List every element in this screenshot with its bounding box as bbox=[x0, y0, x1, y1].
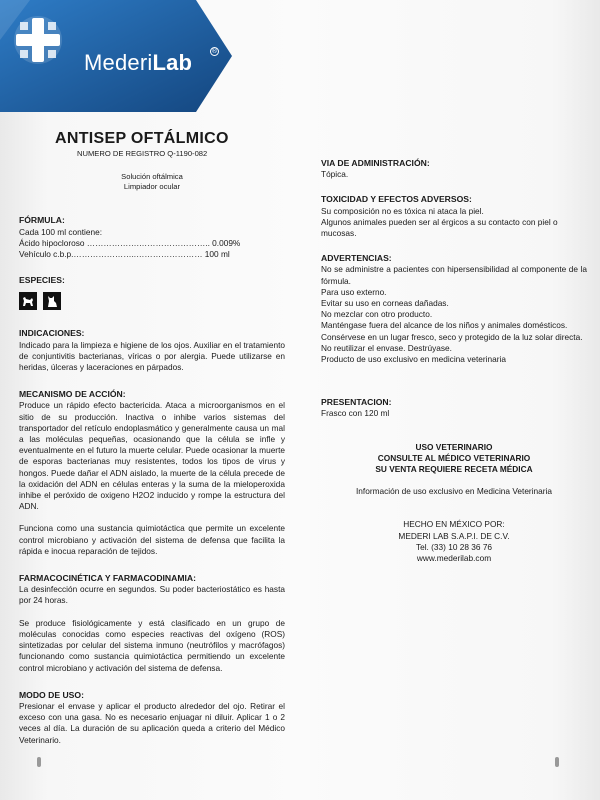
dog-icon bbox=[19, 292, 37, 310]
warnings-section: ADVERTENCIAS: No se administre a pacientes con hipersensibilidad al componente de la fórmula. Para uso externo. Evitar su uso en corneas dañadas. No mezclar con otro producto. Manténgase fuera del alcance de los niños y animales domésticos. Consérvese en un lugar fresco, seco y protegido de la luz solar directa. No reutilizar el envase. Destrúyase. Producto de uso exclusivo en medicina veterinaria bbox=[321, 253, 587, 365]
product-title: ANTISEP OFTÁLMICO bbox=[55, 130, 229, 147]
mechanism-section: MECANISMO DE ACCIÓN: Produce un rápido efecto bactericida. Ataca a microorganismos en el sitio de su producción. Inactiva o inhibe varios sistemas del transportador del retículo endoplasmático y generalmente causa un mal a las moléculas pequeñas, ocasionando que la célula se infle y eventualmente en el futuro la muerte celular. Puede ocasionar la muerte de esporas bacterianas muy resistentes, todos los tipos de virus y hongos. Puede dañar el ADN aislado, la muerte de la célula precede de la oxidación del ADN en células enteras y la suma de la mieloperoxida inhibe el peróxido de oxigeno H2O2 inducido y rompe la estructura del ADN. Funciona como una sustancia quimiotáctica que permite un excelente control microbiano y activación del sistema de defensa que facilita la rápida e inocua reparación de tejidos. bbox=[19, 389, 285, 556]
left-column bbox=[19, 130, 285, 746]
toxicity-section: TOXICIDAD Y EFECTOS ADVERSOS: Su composición no es tóxica ni ataca la piel. Algunos animales pueden ser al érgicos a su contacto con piel o mucosas. bbox=[321, 194, 558, 239]
registered-mark: ® bbox=[211, 48, 218, 55]
decorative-dot bbox=[37, 757, 41, 767]
warning-item: Consérvese en un lugar fresco, seco y protegido de la luz solar directa. bbox=[321, 331, 583, 342]
warning-item: Producto de uso exclusivo en medicina veterinaria bbox=[321, 354, 506, 365]
cat-icon bbox=[43, 292, 61, 310]
warning-item: Evitar su uso en corneas dañadas. bbox=[321, 298, 449, 309]
formula-heading: FÓRMULA: bbox=[19, 215, 65, 226]
usage-section: MODO DE USO: Presionar el envase y aplicar el producto alrededor del ojo. Retirar el exceso con una gasa. No es necesario enjuagar ni diluir. Aplicar 1 o 2 veces al día. La duración de su aplicación queda a criterio del Médico Veterinario. bbox=[19, 689, 285, 745]
brand-name: MederiLab bbox=[84, 50, 193, 75]
warning-item: No reutilizar el envase. Destrúyase. bbox=[321, 342, 452, 353]
warning-item: Para uso externo. bbox=[321, 286, 387, 297]
formula-row: Vehículo c.b.p.…………………..…………………… 100 ml bbox=[19, 249, 230, 260]
decorative-dot bbox=[555, 757, 559, 767]
right-column bbox=[321, 130, 587, 564]
formula-row: Ácido hipocloroso ……………….…………………….. 0.009% bbox=[19, 237, 241, 248]
administration-section: VIA DE ADMINISTRACIÓN: Tópica. bbox=[321, 158, 430, 180]
veterinary-notice: USO VETERINARIO CONSULTE AL MÉDICO VETERINARIO SU VENTA REQUIERE RECETA MÉDICA Información de uso exclusivo en Medicina Veterinaria bbox=[355, 441, 552, 497]
warning-item: Manténgase fuera del alcance de los niños y animales domésticos. bbox=[321, 320, 568, 331]
species-heading: ESPECIES: bbox=[19, 275, 65, 286]
warning-item: No se administre a pacientes con hipersensibilidad al componente de la fórmula. bbox=[321, 264, 587, 286]
presentation-section: PRESENTACION: Frasco con 120 ml bbox=[321, 397, 392, 419]
indications-section: INDICACIONES: Indicado para la limpieza e higiene de los ojos. Auxiliar en el tratamiento de conjuntivitis bacterianas, víricas o por alergia. Puede utilizarse en heridas, úlceras y laceraciones en párpados. bbox=[19, 328, 285, 373]
species-section bbox=[19, 275, 285, 310]
product-subtitle: Solución oftálmica Limpiador ocular bbox=[121, 172, 183, 192]
registration-number: NUMERO DE REGISTRO Q-1190-082 bbox=[77, 149, 208, 159]
formula-section: FÓRMULA: Cada 100 ml contiene: Ácido hipocloroso ……………….…………………….. 0.009% Vehículo c.b.p.…………………..…………………… 100 ml bbox=[19, 215, 285, 260]
pharmacology-section: FARMACOCINÉTICA Y FARMACODINAMIA: La desinfección ocurre en segundos. Su poder bacteriostático es hasta por 24 horas. Se produce fisiológicamente y está clasificado en un grupo de moléculas conocidas como especies reactivas del oxígeno (ROS) sintetizadas por celular del sistema inmuno (neutrófilos y macrófagos) funcionando como sustancia quimiotáctica permitiendo un excelente control microbiano y activación del sistema de defensa. bbox=[19, 573, 285, 673]
brand-logo bbox=[0, 0, 232, 112]
manufacturer-info: HECHO EN MÉXICO POR: MEDERI LAB S.A.P.I. DE C.V. Tel. (33) 10 28 36 76 www.mederilab.com bbox=[321, 519, 587, 564]
warning-item: No mezclar con otro producto. bbox=[321, 309, 433, 320]
website-link[interactable]: www.mederilab.com bbox=[416, 553, 492, 564]
